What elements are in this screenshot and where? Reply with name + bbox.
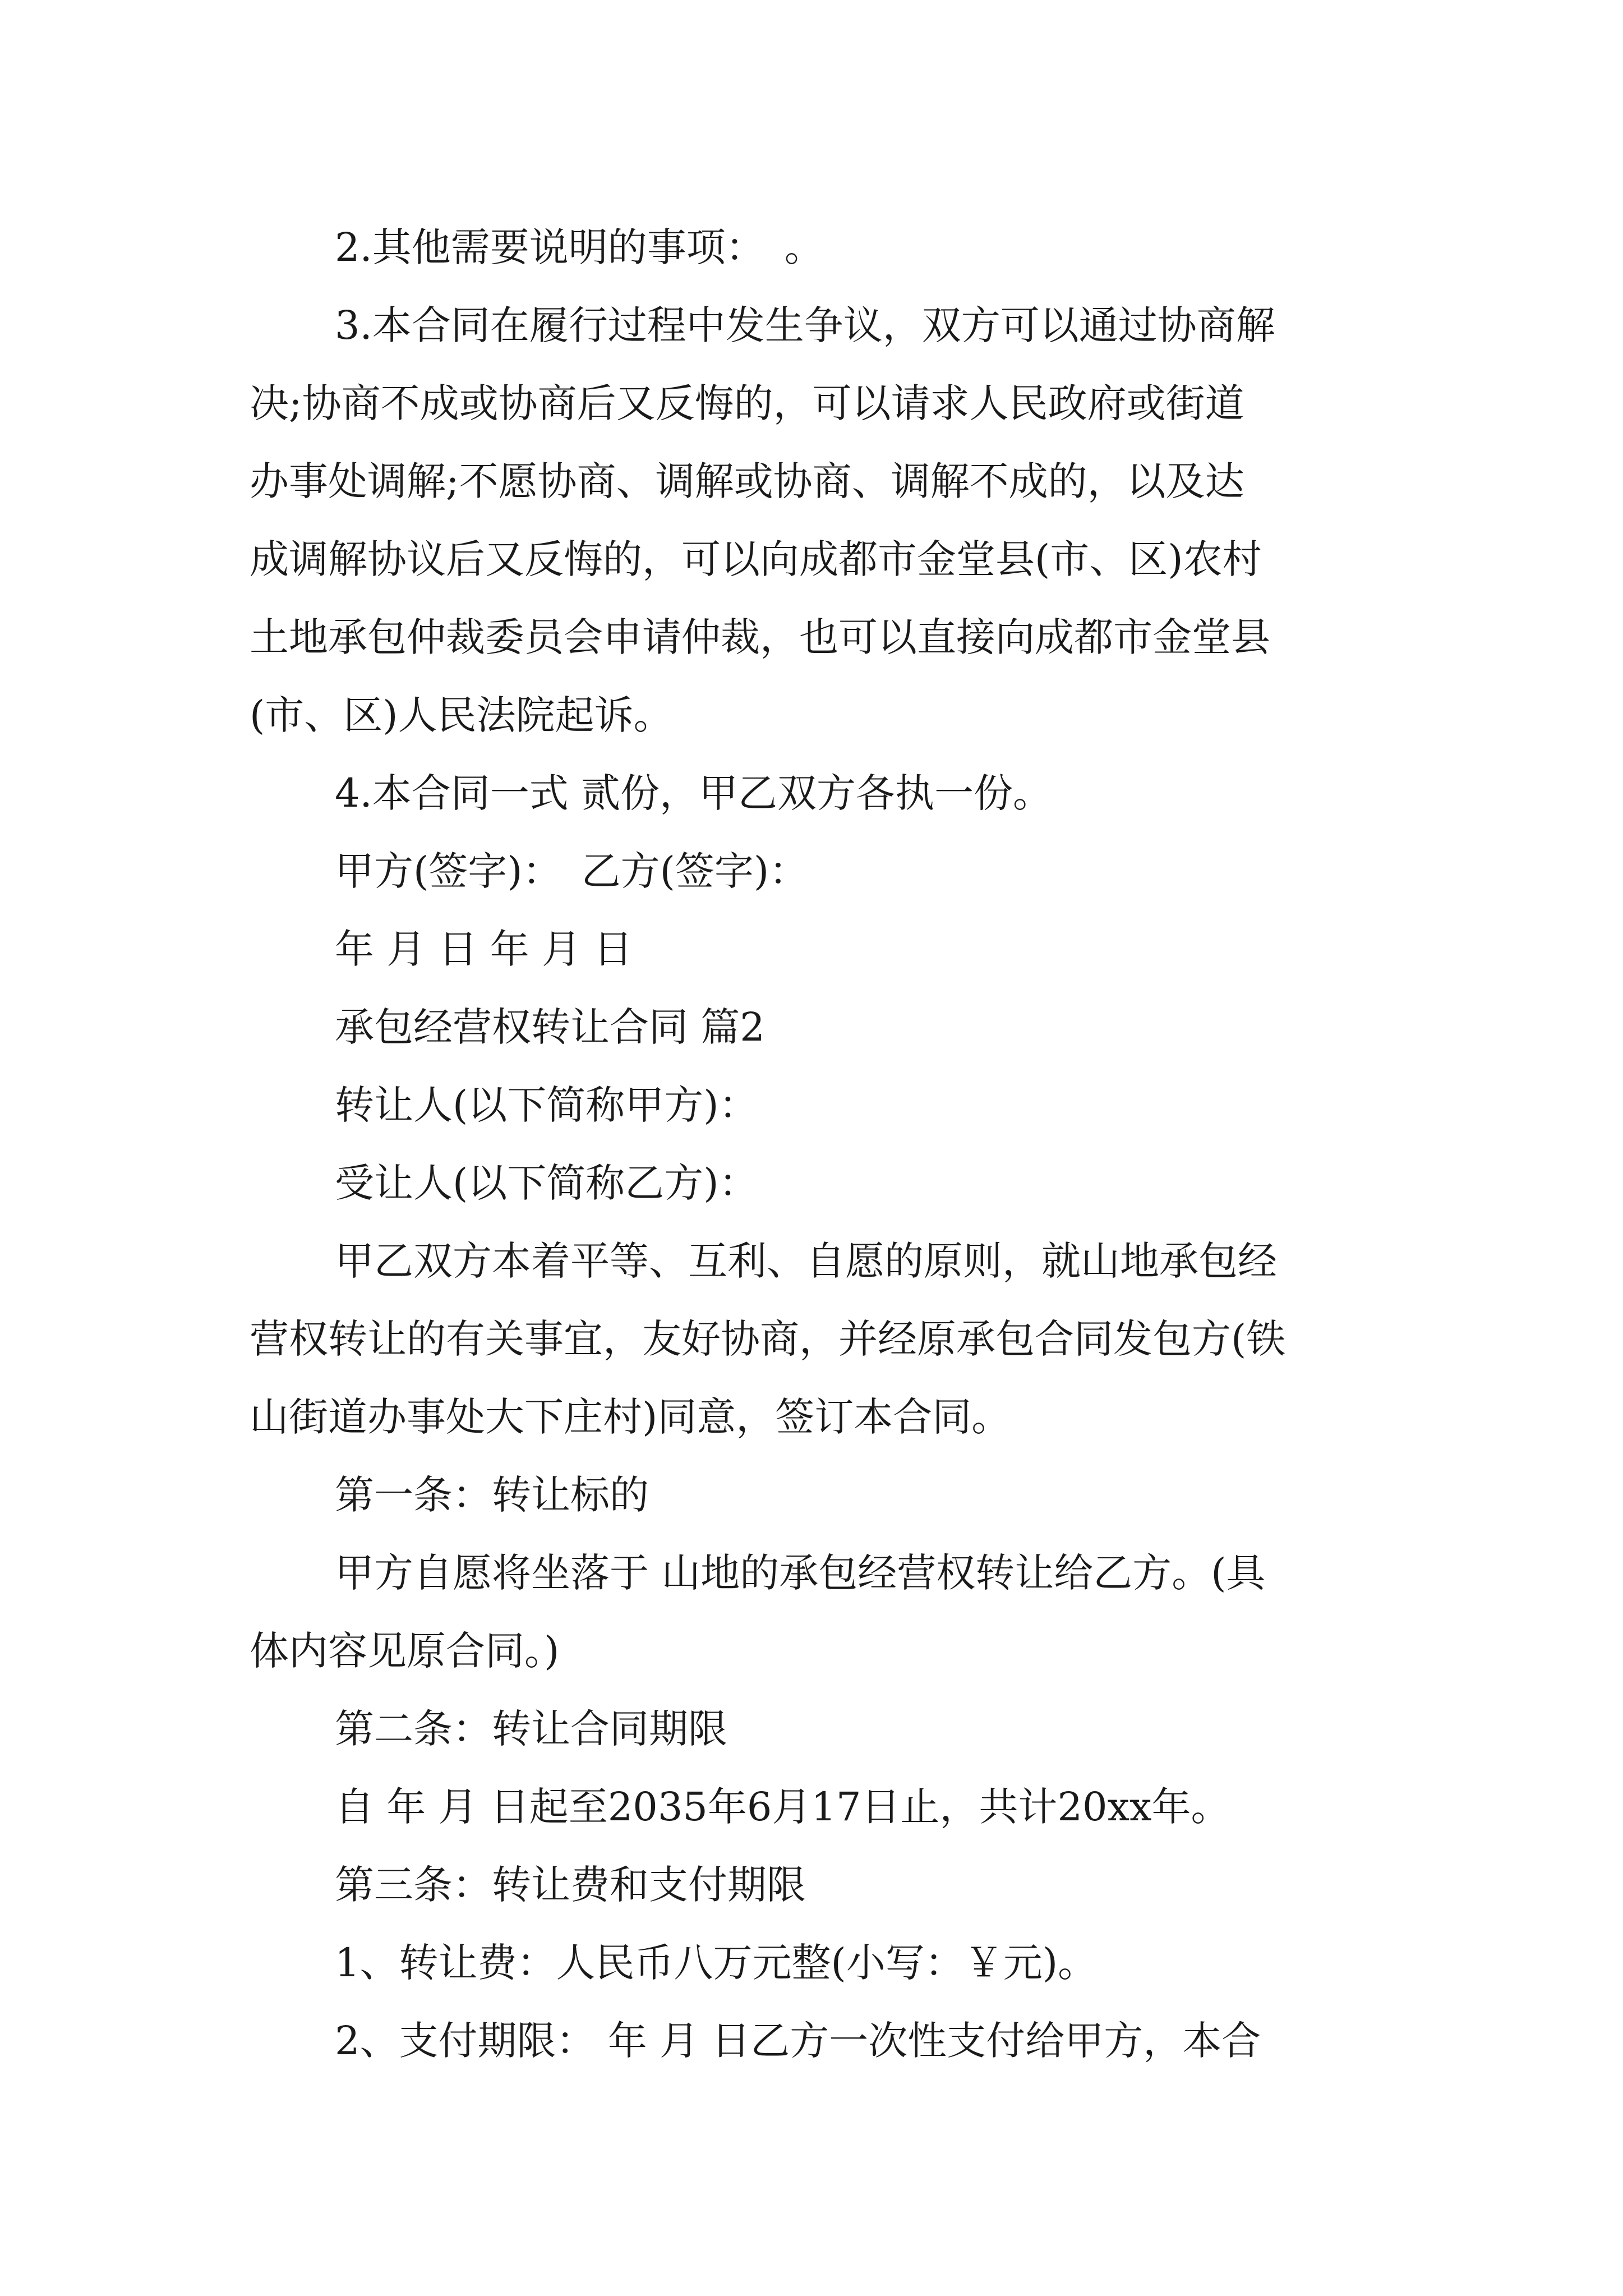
paragraph-line: 2.其他需要说明的事项： 。 xyxy=(335,224,824,270)
paragraph-line: 决;协商不成或协商后又反悔的，可以请求人民政府或街道 xyxy=(250,380,1244,426)
paragraph-line: 甲乙双方本着平等、互利、自愿的原则，就山地承包经 xyxy=(335,1238,1277,1284)
date-line: 年 月 日 年 月 日 xyxy=(335,926,633,972)
paragraph-line: 自 年 月 日起至2035年6月17日止，共计20xx年。 xyxy=(335,1784,1230,1830)
paragraph-line: 山街道办事处大下庄村)同意，签订本合同。 xyxy=(250,1394,1011,1440)
paragraph-line: 办事处调解;不愿协商、调解或协商、调解不成的，以及达 xyxy=(250,458,1244,504)
section-title: 承包经营权转让合同 篇2 xyxy=(335,1004,765,1050)
paragraph-line: 土地承包仲裁委员会申请仲裁，也可以直接向成都市金堂县 xyxy=(250,614,1270,660)
paragraph-line: 3.本合同在履行过程中发生争议，双方可以通过协商解 xyxy=(335,302,1275,348)
article-heading: 第二条：转让合同期限 xyxy=(335,1706,727,1752)
paragraph-line: 1、转让费：人民币八万元整(小写：￥元)。 xyxy=(335,1940,1098,1986)
article-heading: 第一条：转让标的 xyxy=(335,1472,649,1518)
paragraph-line: 2、支付期限： 年 月 日乙方一次性支付给甲方，本合 xyxy=(335,2018,1261,2064)
party-line: 受让人(以下简称乙方)： xyxy=(335,1160,758,1206)
signature-line: 甲方(签字)： 乙方(签字)： xyxy=(335,848,809,894)
paragraph-line: 营权转让的有关事宜，友好协商，并经原承包合同发包方(铁 xyxy=(250,1316,1286,1362)
paragraph-line: (市、区)人民法院起诉。 xyxy=(250,692,673,738)
paragraph-line: 4.本合同一式 贰份，甲乙双方各执一份。 xyxy=(335,770,1053,816)
paragraph-line: 甲方自愿将坐落于 山地的承包经营权转让给乙方。(具 xyxy=(335,1550,1266,1596)
paragraph-line: 成调解协议后又反悔的，可以向成都市金堂县(市、区)农村 xyxy=(250,536,1262,582)
party-line: 转让人(以下简称甲方)： xyxy=(335,1082,758,1128)
article-heading: 第三条：转让费和支付期限 xyxy=(335,1862,806,1908)
document-body xyxy=(250,209,1382,2080)
paragraph-line: 体内容见原合同。) xyxy=(250,1628,560,1674)
